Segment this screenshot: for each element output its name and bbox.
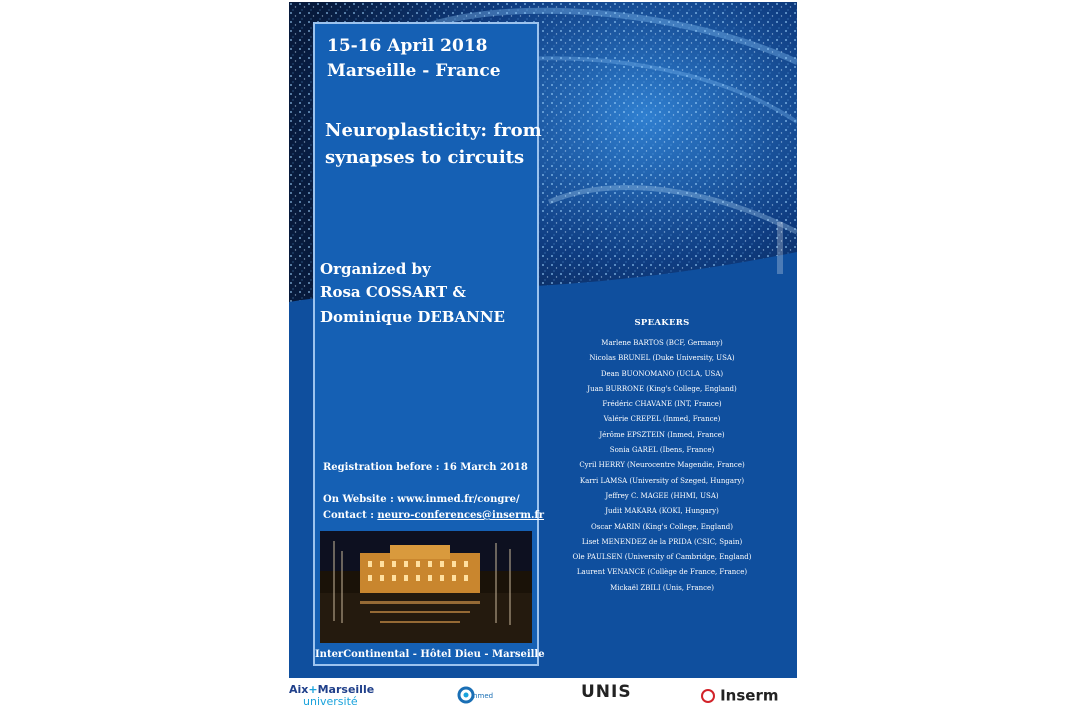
event-title-line2: synapses to circuits	[325, 147, 525, 168]
speaker-item: Jeffrey C. MAGEE (HHMI, USA)	[605, 491, 719, 500]
contact-email-link[interactable]: neuro-conferences@inserm.fr	[377, 510, 545, 521]
speaker-item: Liset MENENDEZ de la PRIDA (CSIC, Spain)	[581, 537, 743, 546]
speaker-item: Oscar MARIN (King's College, England)	[590, 522, 734, 531]
speaker-item: Frédéric CHAVANE (INT, France)	[602, 400, 722, 409]
contact-label: Contact :	[323, 510, 378, 521]
amu-logo-text-marseille: Marseille	[317, 683, 375, 696]
inserm-logo	[701, 685, 778, 705]
amu-logo-text-aix: Aix	[289, 683, 309, 696]
speaker-item: Mickaël ZBILI (Unis, France)	[610, 583, 714, 592]
organizer-line1: Rosa COSSART &	[320, 283, 466, 301]
inserm-logo-text: Inserm	[720, 686, 779, 705]
speaker-item: Laurent VENANCE (Collège de France, France)	[576, 568, 748, 577]
organizer-line2: Dominique DEBANNE	[320, 308, 505, 326]
inserm-emblem-icon	[701, 689, 715, 703]
event-title-line1: Neuroplasticity: from	[325, 120, 542, 141]
speakers-section	[541, 318, 783, 596]
photo-credit-mark	[767, 218, 795, 278]
unis-logo	[581, 682, 632, 702]
registration-deadline: Registration before : 16 March 2018	[323, 462, 528, 473]
contact-line	[323, 510, 544, 521]
speaker-item: Juan BURRONE (King's College, England)	[587, 384, 737, 393]
speaker-item: Judit MAKARA (KOKI, Hungary)	[605, 507, 719, 516]
event-info-panel	[313, 22, 545, 666]
speaker-item: Sonia GAREL (Ibens, France)	[609, 446, 715, 455]
venue-caption: InterContinental - Hôtel Dieu - Marseille	[315, 649, 545, 660]
amu-logo	[289, 684, 389, 708]
amu-logo-plus: +	[308, 683, 318, 696]
website-link[interactable]: www.inmed.fr/congre/	[397, 494, 520, 505]
speakers-heading: SPEAKERS	[634, 318, 690, 328]
inmed-logo-text: Inmed	[471, 692, 494, 700]
event-dates: 15-16 April 2018	[327, 36, 488, 56]
speaker-item: Nicolas BRUNEL (Duke University, USA)	[589, 354, 735, 363]
speaker-item: Karri LAMSA (University of Szeged, Hungary)	[579, 476, 745, 485]
venue-photo	[320, 531, 532, 643]
speaker-item: Marlene BARTOS (BCF, Germany)	[601, 339, 723, 347]
speaker-item: Valérie CREPEL (Inmed, France)	[603, 415, 721, 424]
speaker-item: Ole PAULSEN (University of Cambridge, England)	[572, 553, 752, 562]
organized-by-label: Organized by	[320, 260, 431, 278]
inmed-logo	[457, 686, 494, 708]
website-label: On Website :	[323, 494, 398, 505]
speaker-item: Cyril HERRY (Neurocentre Magendie, France)	[579, 461, 745, 470]
website-line	[323, 494, 520, 505]
event-location: Marseille - France	[327, 61, 501, 81]
speaker-item: Jérôme EPSZTEIN (Inmed, France)	[599, 430, 725, 439]
amu-logo-text-universite: université	[303, 695, 358, 708]
conference-poster	[289, 2, 797, 678]
unis-logo-text: UNIS	[581, 682, 632, 702]
sponsor-logos-bar	[289, 680, 797, 718]
speaker-item: Dean BUONOMANO (UCLA, USA)	[600, 369, 724, 378]
